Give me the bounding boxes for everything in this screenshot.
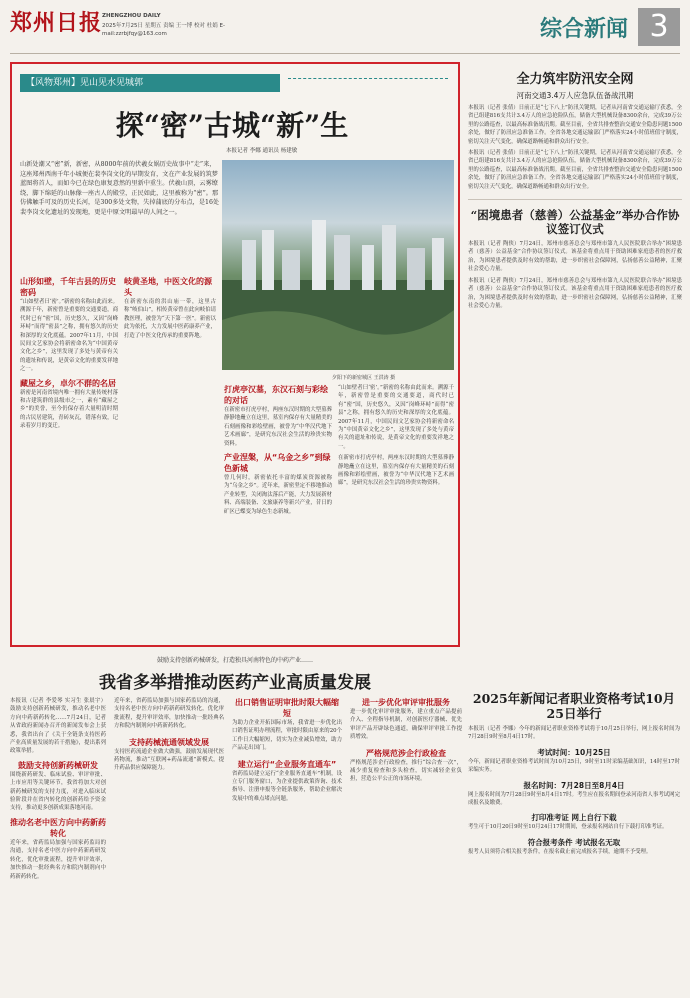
story2-text: 本报讯（记者 陶侠）7月24日，郑州市慈善总会与郑州市第九人民医院联合举办“困境患者（慈善）公益基金”合作协议签订仪式。该基金将重点用于资助困难家庭患者的医疗救治，为困境患者提供及时有效的帮助，进一步织密社会保障网，弘扬慈善公益精神，汇聚社会爱心力量。: [468, 241, 682, 273]
story3-section-text: 今年，新闻记者职业资格考试时间为10月25日，9时至11时采编基础知识，14时至17时采编实务。: [468, 758, 680, 774]
lower-section-heading: 严格规范涉企行政检查: [366, 748, 446, 758]
lower-section-text: 进一步优化审评审批服务，建立重点产品提前介入、全程指导机制，对创新医疗器械、优先审评产品开辟绿色通道，确保审评审批工作提质增效。: [350, 709, 462, 741]
kicker-divider: [288, 78, 448, 88]
section-text: 在新密市打虎亭村，两座东汉时期的大型墓葬静静地矗立在这里，墓室内保存有大量精美的石刻画像和彩绘壁画，被誉为“中华汉代地下艺术画廊”，是研究东汉社会生活的珍贵实物资料。: [338, 455, 454, 487]
sidebar-column: [468, 62, 682, 647]
lower-section-heading: 进一步优化审评审批服务: [362, 698, 450, 707]
feature-kicker: 【风物郑州】见山见水见城郭: [20, 74, 280, 92]
section-text: “山如壁者曰‘密’。”新密的名称由此而来。溯源千年，新密曾是重要的交通要道，商代时已有“密”国，历史悠久，又因“岗峰环峙”而得“密县”之称，拥有悠久的历史和深厚的文化底蕴。2007年11月，中国民间文艺家协会将新密命名为“中国黄帝文化之乡”，这里发现了多处与黄帝有关的遗址和传说，是黄帝文化的重要发祥地之一。: [338, 385, 454, 450]
lower-section: [10, 655, 680, 991]
lower-section-heading: 鼓励支持创新药械研发: [18, 760, 98, 770]
story3-section-text: 网上报名时间为7月28日9时至8月4日17时。考生应在报名期间登录河南省人事考试网完成报名及缴费。: [468, 791, 680, 807]
story2-headline: “困境患者（慈善）公益基金”举办合作协议签订仪式: [470, 208, 680, 237]
section-text: 在新密市打虎亭村，两座东汉时期的大型墓葬静静地矗立在这里，墓室内保存有大量精美的石刻画像和彩绘壁画，被誉为“中华汉代地下艺术画廊”，是研究东汉社会生活的珍贵实物资料。: [224, 407, 332, 447]
section-text: 新密是河南省境内唯一拥有大量传统村落和古建筑群的县级市之一，素有“藏屋之乡”的美誉，至今仍保存着大量明清时期的古民居建筑，青砖灰瓦，错落有致，记录着岁月的变迁。: [20, 389, 118, 430]
masthead: [10, 6, 680, 54]
section-text: “山如壁者曰‘密’。”新密的名称由此而来。溯源千年，新密曾是重要的交通要道，商代时已有“密”国，历史悠久，又因“岗峰环峙”而得“密县”之称，拥有悠久的历史和深厚的文化底蕴。2007年11月，中国民间文艺家协会将新密命名为“中国黄帝文化之乡”，这里发现了多处与黄帝有关的遗址和传说，是黄帝文化的重要发祥地之一。: [20, 299, 118, 373]
story1-text-extra: 本报讯（记者 张倩）日前正是“七下八上”防汛关键期，记者从河南省交通运输厅获悉，全省已组建816支共计3.4万人的应急抢险队伍，储备大型机械设备8300余台，完成39万公里的公路巡查，以最高标准备战汛期。截至目前，全省共排查整治交通安全隐患问题1500余处，做好了防汛应急准备工作。全省各地交通运输部门严格落实24小时值班值守制度，密切关注天气变化，确保道路畅通和群众出行安全。: [468, 150, 682, 190]
section-heading: 藏屋之乡，卓尔不群的名居: [20, 378, 116, 388]
story1-text: 本报讯（记者 张倩）日前正是“七下八上”防汛关键期，记者从河南省交通运输厅获悉，全省已组建816支共计3.4万人的应急抢险队伍，储备大型机械设备8300余台，完成39万公里的公路巡查，以最高标准备战汛期。截至目前，全省共排查整治交通安全隐患问题1500余处，做好了防汛应急准备工作。全省各地交通运输部门严格落实24小时值班值守制度，密切关注天气变化，确保道路畅通和群众出行安全。: [468, 105, 682, 145]
section-heading: 山形如壁，千年古县的历史密码: [20, 277, 116, 297]
divider: [468, 199, 682, 200]
lower-section-heading: 支持药械流通领域发展: [129, 737, 209, 747]
lower-lead: 本报讯（记者 李爱琴 实习生 张晨宇）鼓励支持创新药械研发，推动名老中医方向中药新药转化……7月24日，记者从省政府新闻办召开的新闻发布会上获悉，我省出台了《关于全链条支持医药产业高质量发展的若干措施》，提出系列政策举措。: [10, 698, 106, 755]
story1-headline: 全力筑牢防汛安全网: [516, 72, 634, 87]
story3-section-heading: 考试时间：10月25日: [537, 747, 611, 757]
date-line: 2025年7月25日 星期五 责编 王一博 校对 杜娟 E-mail:zzrbjfqy@163.com: [102, 23, 225, 37]
page-number: 3: [638, 8, 680, 46]
feature-headline: 探“密”古城“新”生: [115, 109, 349, 142]
lower-section-text: 围绕新药研发、临床试验、审评审批、上市应用等关键环节，我省将加大对创新药械研发的支持力度，对进入临床试验阶段并在省内转化的创新药给予资金支持，推动更多创新成果落地河南。: [10, 771, 106, 812]
story3-section-text: 考生可于10月20日9时至10月24日17时期间，登录报名网站自行下载打印准考证。: [468, 824, 668, 831]
story3-text: 本报讯（记者 李娜）今年的新闻记者职业资格考试将于10月25日举行，网上报名时间为7月28日9时至8月4日17时。: [468, 726, 680, 741]
city-skyline-illustration: [222, 160, 454, 370]
lower-section-heading: 出口销售证明审批时限大幅缩短: [235, 698, 339, 718]
section-heading: 打虎亭汉墓，东汉石刻与彩绘的对话: [224, 385, 328, 405]
section-text: 曾几何时，新密依托丰富的煤炭资源被称为“乌金之乡”。近年来，新密坚定不移地推动产业转型，关闭淘汰落后产能，大力发展新材料、高端装备、文旅康养等新兴产业，昔日的矿区已蝶变为绿色生态新城。: [224, 475, 332, 515]
section-heading: 岐黄圣地，中医文化的源头: [124, 277, 212, 297]
lower-section-text: 近年来，省药监局加强与国家药监局的沟通，支持名老中医方向中药新药研发转化，优化审批流程，提升审评效率，加快推动一批经典名方和院内制剂向中药新药转化。: [114, 698, 224, 730]
story3-section-heading: 符合报考条件 考试报名无取: [527, 837, 621, 847]
lower-section-text: 严格规范涉企行政检查，推行“综合查一次”，减少重复检查和多头检查，切实减轻企业负担，营造公平公正的市场环境。: [350, 759, 462, 783]
feature-lead: 山新处潮又“密”新，新密，从8000年前的伏羲女娲历史故事中“走”来，这座郑州西南千年小城便在裴李岗文化的早期发育，文在产业发展的筑梦蓝图将首人，而如今已在绿色康复意然的里新中重生。伏羲山顶，云雾缭绕，脚下绵延的山脉像一座古人的殿堂，正民如此，这里被称为“密”。那仿佛触手可及的历史长河，是300多处文物，失掉蒲底的分布点，是16处裴李岗文化遗址的发现地，更是中原文明最早的人间之一。: [20, 161, 220, 216]
section-title: 综合新闻: [539, 17, 628, 42]
story3-section-text: 报考人员须符合相关报考条件，在报名截止前完成报名手续，逾期不予受理。: [468, 848, 652, 855]
story3-headline: 2025年新闻记者职业资格考试10月25日举行: [472, 691, 676, 721]
story3-section-heading: 打印准考证 网上自行下载: [531, 813, 617, 823]
lower-section-text: 为助力企业开拓国际市场，我省进一步优化出口销售证明办理流程，审批时限由原来的20个工作日大幅缩短，切实为企业减负增效，助力产品走出国门。: [232, 720, 342, 752]
lower-section-heading: 推动名老中医方向中药新药转化: [10, 817, 106, 838]
city-aerial-photo: [222, 160, 454, 370]
photo-caption: 夕阳下的新密城区 王洪涛 摄: [332, 375, 396, 381]
lower-section-text: 省药监局建立运行“企业服务直通车”机制，设立专门服务窗口，为企业提供政策咨询、技术指导、注册申报等全链条服务，帮助企业解决发展中的难点堵点问题。: [232, 770, 342, 802]
section-heading: 产业涅槃，从“乌金之乡”到绿色新城: [224, 453, 331, 474]
lower-pre-headline: 鼓励支持创新药械研发，打造独具河南特色的中药产业……: [156, 657, 313, 664]
section-text: 在新密东南的洪山庙一带，这里古称“岐伯山”，相传黄帝曾在此向岐伯请教医理，被誉为“天下第一医”。新密以此为依托，大力发展中医药康养产业，打造了中医文化传承的重要阵地。: [124, 299, 216, 339]
newspaper-logo: 郑州日报: [10, 10, 103, 36]
newspaper-latin-name: ZHENGZHOU DAILY: [102, 13, 161, 19]
story1-subheadline: 河南交通3.4万人应急队伍备战汛期: [516, 91, 634, 100]
story2-text-extra: 本报讯（记者 陶侠）7月24日，郑州市慈善总会与郑州市第九人民医院联合举办“困境患者（慈善）公益基金”合作协议签订仪式。该基金将重点用于资助困难家庭患者的医疗救治，为困境患者提供及时有效的帮助，进一步织密社会保障网，弘扬慈善公益精神，汇聚社会爱心力量。: [468, 277, 682, 309]
lower-headline: 我省多举措推动医药产业高质量发展: [99, 673, 371, 693]
lower-section-text: 支持医药流通企业做大做强，鼓励发展现代医药物流，推动“互联网+药品流通”新模式，提升药品供应保障能力。: [114, 748, 224, 772]
lower-section-heading: 建立运行“企业服务直通车”: [237, 759, 337, 769]
story3-section-heading: 报名时间：7月28日至8月4日: [523, 780, 625, 790]
feature-article: [10, 62, 460, 647]
lower-section-text: 近年来，省药监局加强与国家药监局的沟通，支持名老中医方向中药新药研发转化，优化审批流程，提升审评效率，加快推动一批经典名方和院内制剂向中药新药转化。: [10, 839, 106, 880]
feature-byline: 本报记者 李娜 通讯员 杨建敏: [226, 148, 298, 154]
